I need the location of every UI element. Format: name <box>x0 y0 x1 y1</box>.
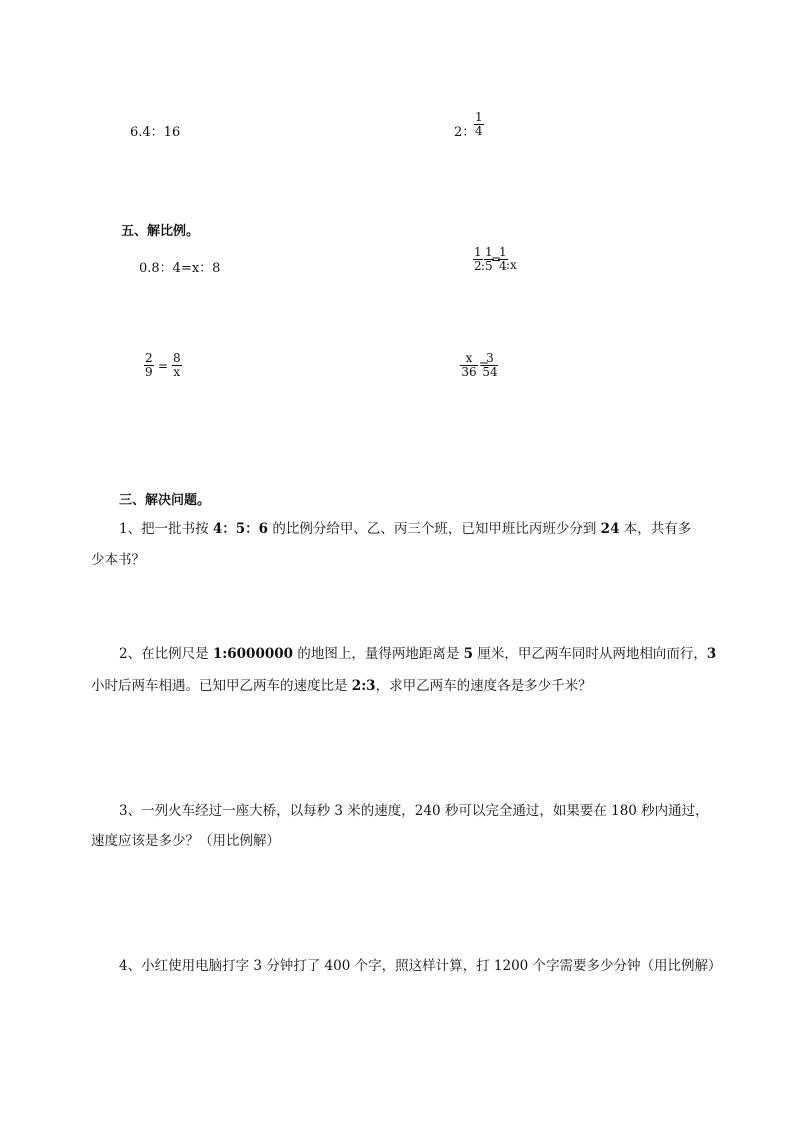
question-3-line-2: 速度应该是多少？（用比例解） <box>91 833 280 849</box>
question-1-line-2: 少本书？ <box>91 552 145 568</box>
q1-ratio: 4：5：6 <box>212 521 269 537</box>
fraction-denominator: 36 <box>461 365 477 379</box>
q1-number: 24 <box>600 521 620 537</box>
section-5-heading: 五、解比例。 <box>121 224 200 239</box>
q2-text: ，求甲乙两车的速度各是多少千米？ <box>375 678 592 694</box>
q2-number: 3 <box>706 646 717 662</box>
eq3-fraction-1 <box>144 352 154 379</box>
eq2-equals: = <box>491 252 502 266</box>
fraction-numerator: 1 <box>499 245 507 259</box>
fraction-numerator: 3 <box>482 352 498 366</box>
question-4-line-1: 4、小红使用电脑打字 3 分钟打了 400 个字，照这样计算，打 1200 个字需要多少分钟（用比例解） <box>119 958 722 974</box>
ratio-right-prefix: 2： <box>454 125 476 140</box>
q1-text: 的比例分给甲、乙、丙三个班，已知甲班比丙班少分到 <box>268 521 601 537</box>
eq2-colon: : <box>481 259 486 273</box>
q2-scale: 1:6000000 <box>212 646 294 662</box>
fraction-denominator: x <box>173 365 181 379</box>
eq2-tail: :x <box>506 258 517 272</box>
question-1-line-1 <box>119 515 691 543</box>
fraction-numerator: 1 <box>474 245 482 259</box>
fraction-denominator: 5 <box>485 259 493 273</box>
q2-text: 小时后两车相遇。已知甲乙两车的速度比是 <box>91 678 352 694</box>
fraction-numerator: x <box>460 352 478 366</box>
q2-text: 厘米，甲乙两车同时从两地相向而行， <box>473 646 707 662</box>
fraction-denominator: 9 <box>145 365 153 379</box>
question-3-line-1: 3、一列火车经过一座大桥，以每秒 3 米的速度，240 秒可以完全通过，如果要在 180 秒内通过， <box>119 803 709 819</box>
eq3-fraction-2 <box>172 352 182 379</box>
ratio-right-fraction <box>474 111 484 138</box>
q2-ratio: 2:3 <box>351 678 376 694</box>
fraction-denominator: 4 <box>475 124 483 138</box>
proportion-eq1: 0.8：4=x：8 <box>139 261 221 276</box>
q2-text: 2、在比例尺是 <box>119 646 213 662</box>
q1-text: 本，共有多 <box>619 521 692 537</box>
question-2-line-1 <box>119 640 716 668</box>
ratio-left: 6.4：16 <box>130 125 181 140</box>
section-3-heading: 三、解决问题。 <box>119 493 211 508</box>
q1-text: 1、把一批书按 <box>119 521 213 537</box>
fraction-denominator: 54 <box>482 365 498 379</box>
fraction-numerator: 1 <box>485 245 493 259</box>
fraction-denominator: 4 <box>499 259 507 273</box>
fraction-numerator: 1 <box>475 110 483 124</box>
q2-number: 5 <box>463 646 474 662</box>
fraction-denominator: 2 <box>474 259 482 273</box>
q2-text: 的地图上，量得两地距离是 <box>293 646 464 662</box>
fraction-numerator: 2 <box>145 351 153 365</box>
eq4-equals: = <box>479 357 490 371</box>
eq3-equals: = <box>158 359 169 373</box>
fraction-numerator: 8 <box>173 351 181 365</box>
question-2-line-2 <box>91 672 592 700</box>
eq4-fraction-1 <box>460 352 478 379</box>
eq4-fraction-2 <box>482 352 498 379</box>
